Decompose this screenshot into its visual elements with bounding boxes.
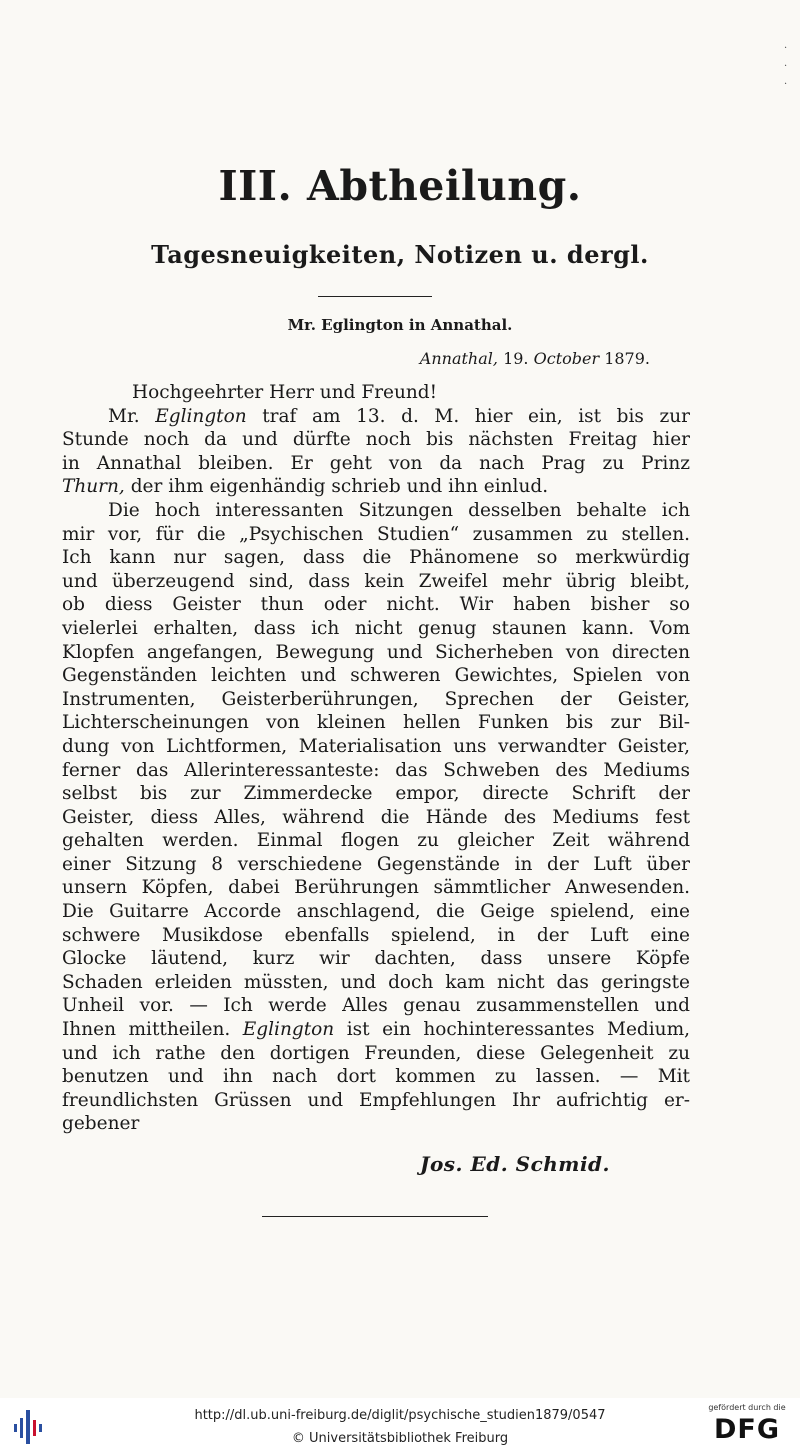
end-rule	[262, 1216, 488, 1217]
text-line: unsern Köpfen, dabei Berührungen sämmtlicher Anwesenden.	[62, 877, 690, 899]
divider-rule	[318, 296, 432, 297]
text-line: schwere Musikdose ebenfalls spielend, in der Luft eine	[62, 924, 690, 946]
text-line: gebener	[62, 1113, 140, 1135]
text-line: ferner das Allerinteressanteste: das Schweben des Mediums	[62, 759, 690, 781]
text-line: ob diess Geister thun oder nicht. Wir haben bisher so	[62, 594, 690, 616]
text-line: Instrumenten, Geisterberührungen, Sprechen der Geister,	[62, 688, 690, 710]
name-thurn: Thurn,	[62, 476, 125, 498]
text-line: Unheil vor. — Ich werde Alles genau zusammenstellen und	[62, 995, 690, 1017]
text-line: Gegenständen leichten und schweren Gewichtes, Spielen von	[62, 665, 690, 687]
text-line: Thurn, der ihm eigenhändig schrieb und ihn einlud.	[62, 476, 549, 498]
text-line: in Annathal bleiben. Er geht von da nach Prag zu Prinz	[62, 452, 690, 474]
text-line: freundlichsten Grüssen und Empfehlungen Ihr aufrichtig er-	[62, 1089, 690, 1111]
dfg-logo-icon: DFG	[713, 1414, 781, 1445]
text-line: vielerlei erhalten, dass ich nicht genug staunen kann. Vom	[62, 617, 690, 639]
name-eglington: Eglington	[242, 1019, 335, 1041]
text-line: und ich rathe den dortigen Freunden, diese Gelegenheit zu	[62, 1042, 690, 1064]
sponsor-caption: gefördert durch die	[708, 1403, 786, 1412]
dateline	[420, 349, 650, 368]
text-line: Lichterscheinungen von kleinen hellen Funken bis zur Bil-	[62, 712, 690, 734]
dateline-day: 19.	[497, 349, 534, 368]
text-line: einer Sitzung 8 verschiedene Gegenstände in der Luft über	[62, 853, 690, 875]
part-title: III. Abtheilung.	[218, 162, 582, 210]
text-line: Klopfen angefangen, Bewegung und Sicherheben von directen	[62, 641, 690, 663]
text-line: und überzeugend sind, dass kein Zweifel mehr übrig bleibt,	[62, 570, 690, 592]
text-line: Glocke läutend, kurz wir dachten, dass unsere Köpfe	[62, 948, 690, 970]
dateline-place: Annathal,	[419, 349, 498, 368]
text-line: Schaden erleiden müssten, und doch kam nicht das geringste	[62, 971, 690, 993]
dateline-year: 1879.	[599, 349, 650, 368]
text-line: Mr. Eglington traf am 13. d. M. hier ein, ist bis zur	[108, 405, 691, 427]
article-title: Mr. Eglington in Annathal.	[287, 316, 513, 334]
dateline-month: October	[533, 349, 600, 368]
document-url-link[interactable]: http://dl.ub.uni-freiburg.de/diglit/psychische_studien1879/0547	[194, 1408, 606, 1423]
text-line: Ihnen mittheilen. Eglington ist ein hochinteressantes Medium,	[62, 1019, 690, 1041]
text-line: Geister, diess Alles, während die Hände des Mediums fest	[62, 806, 690, 828]
name-eglington: Eglington	[155, 405, 247, 427]
text-line: Stunde noch da und dürfte noch bis nächsten Freitag hier	[62, 429, 690, 451]
salutation: Hochgeehrter Herr und Freund!	[132, 382, 438, 403]
text-line: Ich kann nur sagen, dass die Phänomene so merkwürdig	[62, 547, 690, 569]
signature: Jos. Ed. Schmid.	[419, 1152, 610, 1176]
text-line: benutzen und ihn nach dort kommen zu lassen. — Mit	[62, 1066, 690, 1088]
text-line: selbst bis zur Zimmerdecke empor, directe Schrift der	[62, 783, 690, 805]
text-line: Die hoch interessanten Sitzungen desselben behalte ich	[108, 499, 690, 521]
section-subtitle: Tagesneuigkeiten, Notizen u. dergl.	[151, 240, 649, 269]
text-line: mir vor, für die „Psychischen Studien“ zusammen zu stellen.	[62, 523, 690, 545]
copyright-notice: © Universitätsbibliothek Freiburg	[291, 1431, 509, 1446]
text-line: dung von Lichtformen, Materialisation uns verwandter Geister,	[62, 735, 690, 757]
text-line: gehalten werden. Einmal flogen zu gleicher Zeit während	[62, 830, 690, 852]
page-edge-marks: · · ·	[784, 43, 788, 90]
text-line: Die Guitarre Accorde anschlagend, die Geige spielend, eine	[62, 901, 690, 923]
footer-bar	[0, 1398, 800, 1454]
letter-body	[62, 381, 690, 1136]
